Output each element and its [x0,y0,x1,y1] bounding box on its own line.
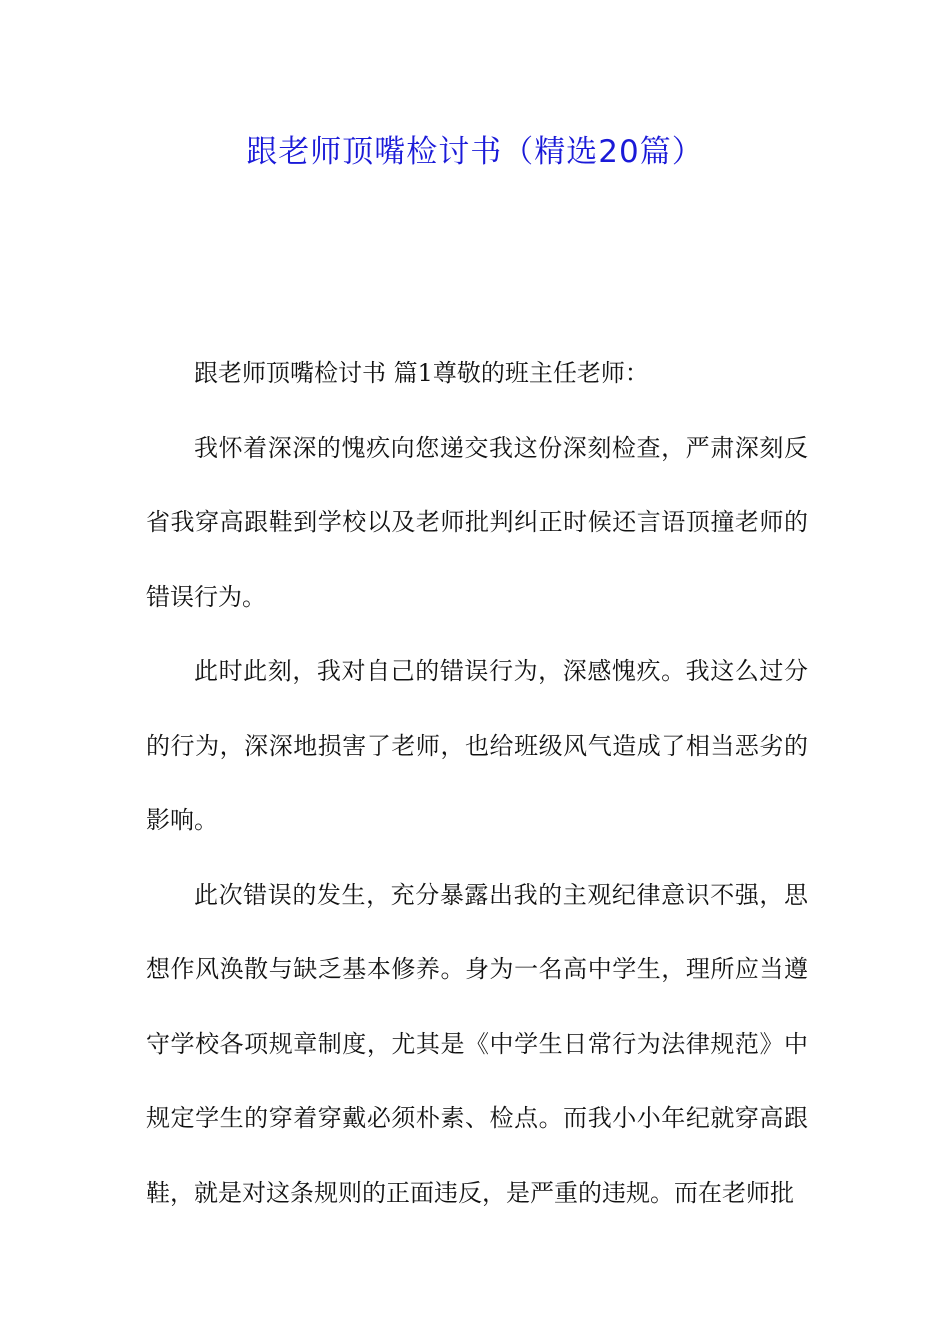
paragraph-heading: 跟老师顶嘴检讨书 篇1尊敬的班主任老师： [194,359,649,387]
paragraph-2: 此时此刻，我对自己的错误行为，深感愧疚。我这么过分的行为，深深地损害了老师，也给班级风气造成了相当恶劣的影响。 [146,657,808,834]
paragraph-3: 此次错误的发生，充分暴露出我的主观纪律意识不强，思想作风涣散与缺乏基本修养。身为一名高中学生，理所应当遵守学校各项规章制度，尤其是《中学生日常行为法律规范》中规定学生的穿着穿戴必须朴素、检点。而我小小年纪就穿高跟鞋，就是对这条规则的正面违反，是严重的违规。而在老师批 [146,880,808,1207]
document-title: 跟老师顶嘴检讨书（精选20篇） [246,134,704,170]
paragraph-1: 我怀着深深的愧疚向您递交我这份深刻检查，严肃深刻反省我穿高跟鞋到学校以及老师批判纠正时候还言语顶撞老师的错误行为。 [146,433,808,611]
document-body [146,336,808,1230]
